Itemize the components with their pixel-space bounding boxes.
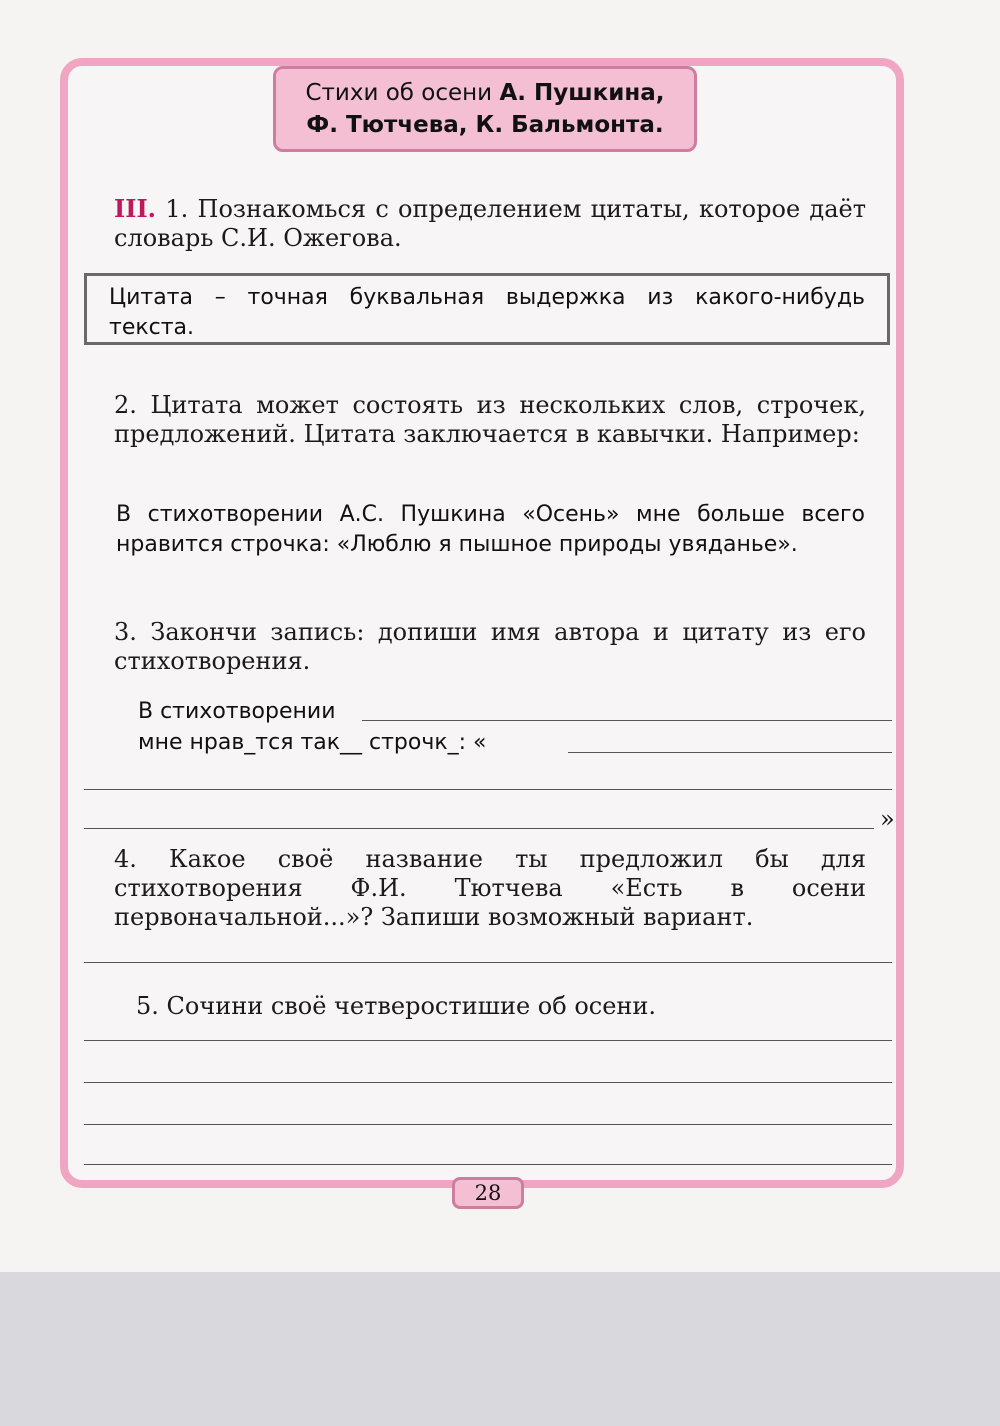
definition-text: Цитата – точная буквальная выдержка из какого-нибудь текста. — [109, 285, 865, 340]
answer-line[interactable] — [362, 720, 892, 721]
task1-text: 1. Познакомься с определением цитаты, которое даёт словарь С.И. Ожегова. — [114, 195, 866, 252]
answer-line[interactable] — [84, 789, 892, 790]
answer-line[interactable] — [84, 1082, 892, 1083]
answer-line[interactable] — [84, 962, 892, 963]
title-line-2 — [276, 109, 694, 141]
title-line-1 — [276, 77, 694, 109]
answer-line[interactable] — [84, 828, 874, 829]
answer-line[interactable] — [568, 752, 892, 753]
title-bold-authors: Ф. Тютчева, К. Бальмонта. — [306, 112, 664, 138]
task5-instruction: 5. Сочини своё четверостишие об осени. — [136, 992, 657, 1020]
lesson-title — [273, 66, 697, 152]
task2-instruction: 2. Цитата может состоять из нескольких слов, строчек, предложений. Цитата заключается в кавычки. Например: — [114, 391, 866, 448]
closing-quote: » — [880, 805, 895, 833]
task4-instruction: 4. Какое своё название ты предложил бы для стихотворения Ф.И. Тютчева «Есть в осени первоначальной...»? Запиши возможный вариант. — [114, 845, 866, 931]
title-bold-author: А. Пушкина, — [499, 80, 665, 106]
answer-line[interactable] — [84, 1124, 892, 1125]
quote-example: В стихотворении А.С. Пушкина «Осень» мне больше всего нравится строчка: «Люблю я пышное природы увяданье». — [116, 502, 865, 557]
section-numeral: III. — [114, 194, 157, 223]
background-surface — [0, 1272, 1000, 1426]
fill-label-2: мне нрав_тся так__ строчк_: « — [138, 730, 487, 755]
answer-line[interactable] — [84, 1040, 892, 1041]
fill-label-1: В стихотворении — [138, 699, 336, 724]
task1-instruction — [114, 194, 866, 253]
task3-instruction: 3. Закончи запись: допиши имя автора и цитату из его стихотворения. — [114, 618, 866, 675]
title-plain: Стихи об осени — [305, 80, 500, 106]
answer-line[interactable] — [84, 1164, 892, 1165]
page-number: 28 — [452, 1177, 524, 1209]
